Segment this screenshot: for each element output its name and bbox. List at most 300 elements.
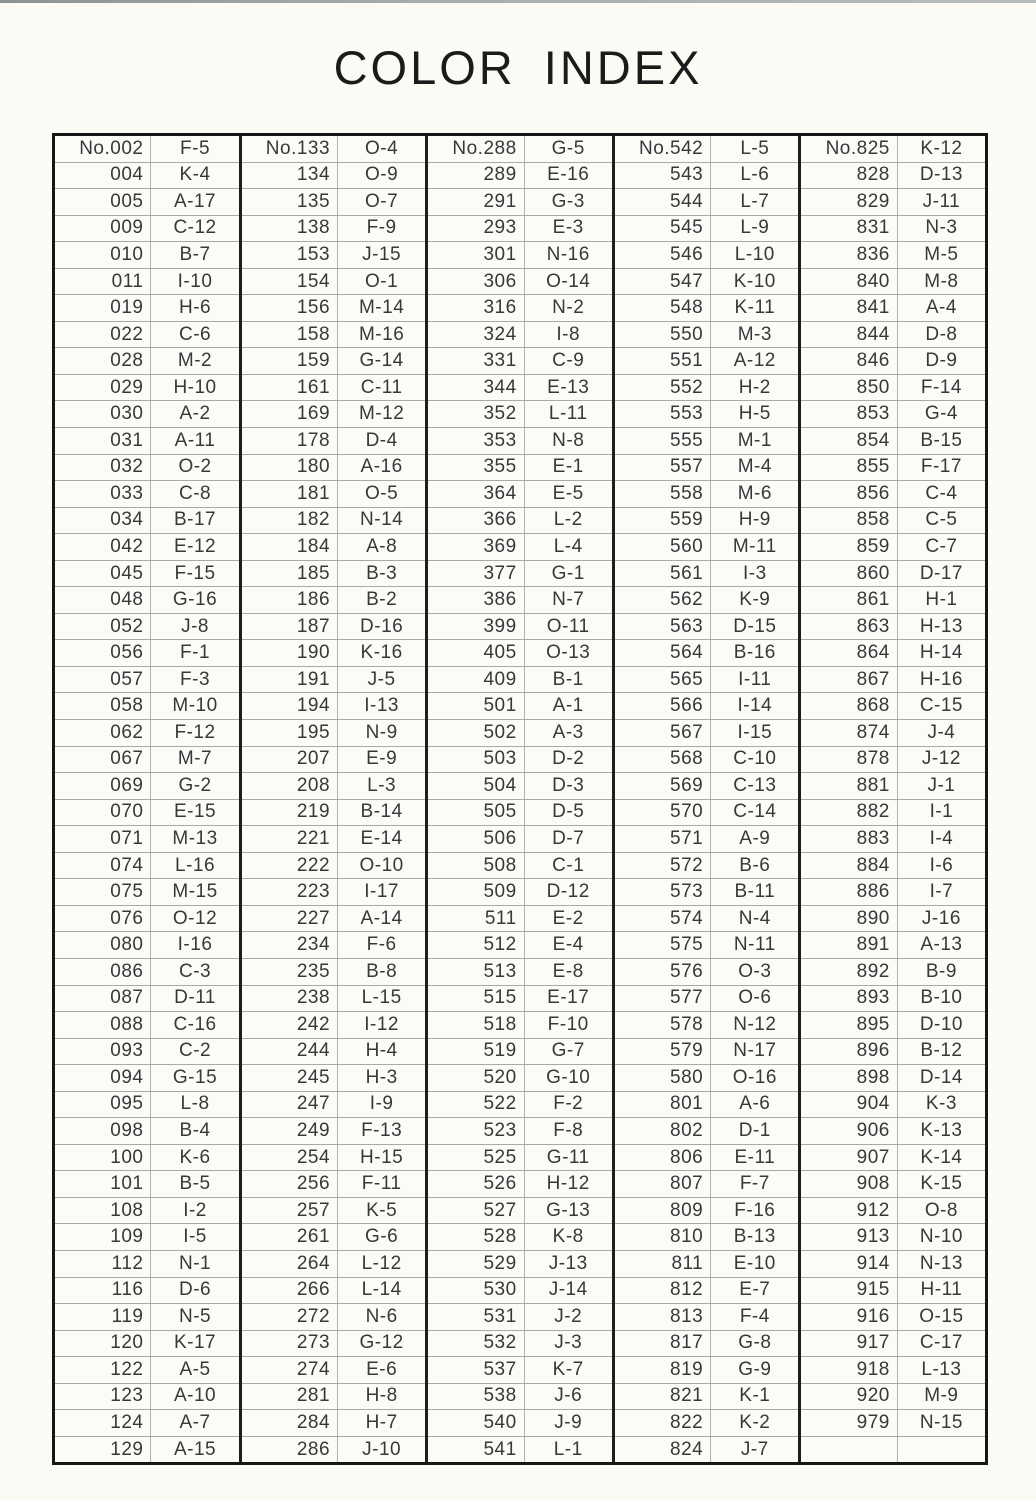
color-number-cell: 569 [670, 774, 704, 796]
table-row [801, 1197, 985, 1224]
table-row [242, 1303, 426, 1330]
color-number-cell: 194 [296, 695, 331, 717]
color-number-cell: 219 [296, 801, 331, 823]
color-number-cell: 540 [483, 1412, 517, 1434]
color-number-cell: 840 [856, 270, 890, 292]
table-column-group-5 [798, 136, 985, 1462]
grid-code-cell: H-5 [710, 401, 798, 427]
color-number-cell: 580 [670, 1066, 704, 1088]
color-number-cell: 551 [670, 350, 704, 372]
grid-code-cell: B-3 [337, 561, 425, 587]
color-number-cell: 802 [670, 1120, 704, 1141]
color-number-cell: 187 [296, 615, 331, 637]
grid-code-cell: M-14 [337, 295, 425, 321]
table-row [428, 1330, 612, 1357]
table-row [242, 852, 426, 879]
table-row [242, 454, 426, 481]
table-row [801, 666, 985, 693]
color-number-cell: 184 [296, 535, 331, 557]
table-row [55, 241, 239, 268]
grid-code-cell: J-13 [524, 1251, 612, 1277]
table-row [428, 454, 612, 481]
color-number-cell: 169 [296, 403, 331, 425]
table-row [801, 162, 985, 189]
table-row [801, 799, 985, 826]
table-row [242, 719, 426, 746]
grid-code-cell: J-5 [337, 667, 425, 693]
grid-code-cell: C-8 [150, 481, 238, 507]
table-row [428, 427, 612, 454]
grid-code-cell: B-1 [524, 667, 612, 693]
grid-code-cell: O-3 [710, 959, 798, 985]
table-row [242, 799, 426, 826]
grid-code-cell: C-3 [150, 959, 238, 985]
grid-code-cell: G-10 [524, 1065, 612, 1091]
color-number-cell: 520 [483, 1066, 517, 1088]
grid-code-cell: E-1 [524, 455, 612, 481]
color-number-cell: 134 [296, 164, 331, 186]
color-number-cell: 331 [483, 350, 517, 372]
grid-code-cell: J-2 [524, 1304, 612, 1330]
table-row [615, 1223, 799, 1250]
grid-code-cell: M-2 [150, 348, 238, 374]
table-row [242, 533, 426, 560]
color-number-cell: 538 [483, 1385, 517, 1407]
grid-code-cell: K-4 [150, 163, 238, 189]
grid-code-cell: E-8 [524, 959, 612, 985]
grid-code-cell: B-10 [897, 986, 985, 1012]
table-row [428, 1303, 612, 1330]
color-number-cell: 515 [483, 987, 517, 1009]
grid-code-cell: A-9 [710, 826, 798, 852]
color-number-cell: 355 [483, 456, 517, 478]
table-column-group-1 [55, 136, 239, 1462]
color-number-cell: 098 [110, 1120, 144, 1141]
table-row [55, 480, 239, 507]
color-number-cell: 916 [856, 1305, 890, 1327]
color-number-cell: 048 [110, 589, 144, 611]
color-number-cell: 223 [296, 881, 331, 903]
grid-code-cell: E-6 [337, 1357, 425, 1383]
table-row [801, 746, 985, 773]
color-number-cell: 543 [670, 164, 704, 186]
table-row [615, 268, 799, 295]
color-number-cell: 502 [483, 721, 517, 743]
table-row [242, 772, 426, 799]
table-row [428, 1091, 612, 1118]
table-row [801, 719, 985, 746]
color-number-cell: 560 [670, 535, 704, 557]
grid-code-cell: N-2 [524, 295, 612, 321]
color-number-cell: 034 [110, 509, 144, 531]
color-number-cell: 405 [483, 642, 517, 664]
table-row [428, 825, 612, 852]
color-number-cell: 822 [670, 1412, 704, 1434]
grid-code-cell: I-4 [897, 826, 985, 852]
grid-code-cell: L-3 [337, 773, 425, 799]
color-number-cell: 519 [483, 1040, 517, 1062]
color-number-cell: 019 [110, 297, 144, 319]
color-number-cell: 504 [483, 774, 517, 796]
color-number-cell: 352 [483, 403, 517, 425]
color-number-cell: 874 [856, 721, 890, 743]
table-row [801, 321, 985, 348]
color-number-cell: 506 [483, 827, 517, 849]
color-number-cell: 855 [856, 456, 890, 478]
table-row [801, 905, 985, 932]
grid-code-cell: K-15 [897, 1171, 985, 1197]
grid-code-cell: B-8 [337, 959, 425, 985]
grid-code-cell: G-14 [337, 348, 425, 374]
table-row [615, 931, 799, 958]
color-number-cell: 559 [670, 509, 704, 531]
color-number-cell: 369 [483, 535, 517, 557]
color-number-cell: 917 [856, 1332, 890, 1354]
color-number-cell: 886 [856, 881, 890, 903]
table-row [242, 931, 426, 958]
color-number-cell: 544 [670, 190, 704, 212]
color-number-cell: 101 [110, 1173, 144, 1195]
table-row [615, 374, 799, 401]
grid-code-cell: H-9 [710, 508, 798, 534]
color-number-cell: 908 [856, 1173, 890, 1195]
color-number-cell: 915 [856, 1279, 890, 1301]
table-row [615, 666, 799, 693]
grid-code-cell: A-1 [524, 693, 612, 719]
grid-code-cell: O-16 [710, 1065, 798, 1091]
table-row [428, 1277, 612, 1304]
color-number-cell: 530 [483, 1279, 517, 1301]
table-row [242, 136, 426, 162]
table-row [242, 586, 426, 613]
color-number-cell: 557 [670, 456, 704, 478]
color-number-cell: 256 [296, 1173, 331, 1195]
color-number-cell: 286 [296, 1438, 331, 1460]
grid-code-cell: I-8 [524, 322, 612, 348]
grid-code-cell: I-13 [337, 693, 425, 719]
table-row [801, 958, 985, 985]
table-row [428, 268, 612, 295]
grid-code-cell: E-17 [524, 986, 612, 1012]
grid-code-cell: I-12 [337, 1012, 425, 1038]
color-number-cell: 409 [483, 668, 517, 690]
grid-code-cell: N-15 [897, 1410, 985, 1436]
table-row [428, 666, 612, 693]
color-number-cell: 344 [483, 376, 517, 398]
table-row [801, 374, 985, 401]
table-row [55, 321, 239, 348]
scan-edge [0, 0, 1036, 3]
page-title: COLOR INDEX [333, 41, 703, 94]
table-row [615, 1197, 799, 1224]
color-number-cell: 028 [110, 350, 144, 372]
grid-code-cell: I-7 [897, 879, 985, 905]
grid-code-cell: M-11 [710, 534, 798, 560]
color-number-cell: 195 [296, 721, 331, 743]
table-row [242, 1170, 426, 1197]
grid-code-cell: L-9 [710, 216, 798, 242]
color-number-cell: 135 [296, 190, 331, 212]
grid-code-cell: C-14 [710, 800, 798, 826]
table-row [615, 746, 799, 773]
grid-code-cell: C-13 [710, 773, 798, 799]
color-number-cell: 261 [296, 1226, 331, 1248]
grid-code-cell: G-16 [150, 587, 238, 613]
color-number-cell: 045 [110, 562, 144, 584]
color-number-cell: 856 [856, 482, 890, 504]
color-number-cell: 095 [110, 1093, 144, 1115]
table-row [242, 1197, 426, 1224]
color-number-cell: 399 [483, 615, 517, 637]
table-row [801, 878, 985, 905]
color-number-cell: 831 [856, 217, 890, 239]
grid-code-cell: I-17 [337, 879, 425, 905]
color-number-cell: 531 [483, 1305, 517, 1327]
table-row [615, 1091, 799, 1118]
table-row [615, 215, 799, 242]
color-number-cell: 883 [856, 827, 890, 849]
color-number-cell: 324 [483, 323, 517, 345]
table-row [801, 268, 985, 295]
table-row [55, 374, 239, 401]
table-row [428, 1170, 612, 1197]
color-number-cell: 811 [671, 1252, 704, 1274]
grid-code-cell: H-4 [337, 1039, 425, 1065]
color-number-cell: No.133 [265, 137, 331, 159]
color-number-cell: 579 [670, 1040, 704, 1062]
table-row [615, 1038, 799, 1065]
table-row [615, 825, 799, 852]
table-row [801, 1330, 985, 1357]
table-row [242, 958, 426, 985]
color-number-cell: 859 [856, 535, 890, 557]
color-index-table [52, 133, 988, 1465]
color-number-cell: 913 [856, 1226, 890, 1248]
grid-code-cell: C-6 [150, 322, 238, 348]
color-number-cell: 895 [856, 1013, 890, 1035]
grid-code-cell: N-11 [710, 932, 798, 958]
color-number-cell: 501 [483, 695, 517, 717]
table-row [55, 958, 239, 985]
table-row [615, 1436, 799, 1463]
grid-code-cell: N-13 [897, 1251, 985, 1277]
color-number-cell: 558 [670, 482, 704, 504]
grid-code-cell: D-16 [337, 614, 425, 640]
color-number-cell: 004 [110, 164, 144, 186]
grid-code-cell: J-12 [897, 747, 985, 773]
table-row [55, 799, 239, 826]
color-number-cell: 819 [670, 1358, 704, 1380]
grid-code-cell: O-15 [897, 1304, 985, 1330]
color-number-cell: 159 [296, 350, 331, 372]
table-row [428, 905, 612, 932]
grid-code-cell: I-15 [710, 720, 798, 746]
table-row [242, 1356, 426, 1383]
table-row [428, 321, 612, 348]
table-row [615, 1117, 799, 1144]
table-row [242, 825, 426, 852]
grid-code-cell: O-6 [710, 986, 798, 1012]
grid-code-cell: F-4 [710, 1304, 798, 1330]
color-number-cell: 070 [110, 801, 144, 823]
table-row [615, 1330, 799, 1357]
grid-code-cell: D-2 [524, 747, 612, 773]
grid-code-cell: F-10 [524, 1012, 612, 1038]
grid-code-cell: B-13 [710, 1224, 798, 1250]
table-row [615, 1064, 799, 1091]
color-number-cell: 537 [483, 1358, 517, 1380]
grid-code-cell: M-13 [150, 826, 238, 852]
color-number-cell: 100 [110, 1146, 144, 1168]
color-number-cell: 058 [110, 695, 144, 717]
color-number-cell: 893 [856, 987, 890, 1009]
table-row [428, 560, 612, 587]
table-row [428, 1250, 612, 1277]
color-number-cell: 057 [110, 668, 144, 690]
table-row [428, 1197, 612, 1224]
table-row [428, 162, 612, 189]
color-number-cell: 129 [110, 1438, 144, 1460]
table-row [55, 1144, 239, 1171]
grid-code-cell: F-12 [150, 720, 238, 746]
grid-code-cell: E-10 [710, 1251, 798, 1277]
table-row [428, 958, 612, 985]
table-row [801, 400, 985, 427]
grid-code-cell: B-16 [710, 640, 798, 666]
grid-code-cell: F-14 [897, 375, 985, 401]
color-number-cell: 377 [483, 562, 517, 584]
grid-code-cell: A-3 [524, 720, 612, 746]
color-number-cell: 555 [670, 429, 704, 451]
color-number-cell: 182 [296, 509, 331, 531]
color-number-cell: 234 [296, 934, 331, 956]
table-row [242, 1011, 426, 1038]
grid-code-cell: H-8 [337, 1384, 425, 1410]
grid-code-cell: G-7 [524, 1039, 612, 1065]
table-row [428, 878, 612, 905]
table-row [801, 1409, 985, 1436]
table-row [242, 1038, 426, 1065]
color-number-cell: 562 [670, 589, 704, 611]
table-row [615, 400, 799, 427]
table-row [801, 1303, 985, 1330]
table-row [615, 799, 799, 826]
table-row [801, 1091, 985, 1118]
color-number-cell: 578 [670, 1013, 704, 1035]
grid-code-cell: D-4 [337, 428, 425, 454]
table-row [801, 560, 985, 587]
table-row [801, 639, 985, 666]
table-row [801, 852, 985, 879]
color-number-cell: 824 [670, 1438, 704, 1460]
color-number-cell: 254 [296, 1146, 331, 1168]
color-number-cell: 522 [483, 1093, 517, 1115]
grid-code-cell: H-12 [524, 1171, 612, 1197]
color-number-cell: No.825 [825, 137, 890, 159]
table-row [428, 1064, 612, 1091]
color-number-cell: 546 [670, 243, 704, 265]
table-row [801, 507, 985, 534]
table-row [615, 507, 799, 534]
table-column-group-4 [612, 136, 799, 1462]
grid-code-cell: A-5 [150, 1357, 238, 1383]
grid-code-cell: A-8 [337, 534, 425, 560]
table-row [55, 719, 239, 746]
grid-code-cell: K-17 [150, 1331, 238, 1357]
grid-code-cell: L-13 [897, 1357, 985, 1383]
grid-code-cell: H-13 [897, 614, 985, 640]
grid-code-cell: G-2 [150, 773, 238, 799]
grid-code-cell: O-14 [524, 269, 612, 295]
grid-code-cell: M-5 [897, 242, 985, 268]
color-number-cell: 186 [296, 589, 331, 611]
table-row [242, 560, 426, 587]
grid-code-cell: J-10 [337, 1437, 425, 1463]
table-row [801, 1170, 985, 1197]
color-number-cell: 882 [856, 801, 890, 823]
color-number-cell [801, 1437, 896, 1463]
grid-code-cell: J-15 [337, 242, 425, 268]
table-row [428, 799, 612, 826]
table-row [615, 1011, 799, 1038]
grid-code-cell: G-5 [524, 136, 612, 162]
grid-code-cell: N-7 [524, 587, 612, 613]
grid-code-cell: K-1 [710, 1384, 798, 1410]
table-row [242, 1144, 426, 1171]
color-number-cell: 112 [111, 1252, 144, 1274]
table-row [242, 268, 426, 295]
color-number-cell: 191 [296, 668, 331, 690]
table-row [801, 427, 985, 454]
grid-code-cell: H-7 [337, 1410, 425, 1436]
grid-code-cell: D-7 [524, 826, 612, 852]
table-row [801, 294, 985, 321]
grid-code-cell: C-16 [150, 1012, 238, 1038]
color-number-cell: 552 [670, 376, 704, 398]
color-number-cell: 227 [296, 907, 331, 929]
color-number-cell: 853 [856, 403, 890, 425]
color-number-cell: 289 [483, 164, 517, 186]
grid-code-cell: F-8 [524, 1118, 612, 1144]
grid-code-cell: E-16 [524, 163, 612, 189]
color-number-cell: 810 [670, 1226, 704, 1248]
grid-code-cell: M-16 [337, 322, 425, 348]
color-number-cell: 829 [856, 190, 890, 212]
color-number-cell: 821 [670, 1385, 704, 1407]
table-row [428, 533, 612, 560]
color-number-cell: 257 [296, 1199, 331, 1221]
color-number-cell: 306 [483, 270, 517, 292]
table-row [428, 1011, 612, 1038]
color-number-cell: 553 [670, 403, 704, 425]
table-row [615, 692, 799, 719]
color-number-cell: 181 [296, 482, 331, 504]
table-row [428, 1409, 612, 1436]
grid-code-cell: E-14 [337, 826, 425, 852]
grid-code-cell: E-12 [150, 534, 238, 560]
grid-code-cell: M-1 [710, 428, 798, 454]
color-number-cell: 031 [110, 429, 144, 451]
grid-code-cell: D-13 [897, 163, 985, 189]
grid-code-cell: B-14 [337, 800, 425, 826]
table-row [55, 1223, 239, 1250]
color-number-cell: 547 [670, 270, 704, 292]
table-row [55, 1383, 239, 1410]
table-row [428, 188, 612, 215]
color-number-cell: 561 [670, 562, 704, 584]
grid-code-cell: C-10 [710, 747, 798, 773]
color-number-cell: 124 [110, 1412, 144, 1434]
